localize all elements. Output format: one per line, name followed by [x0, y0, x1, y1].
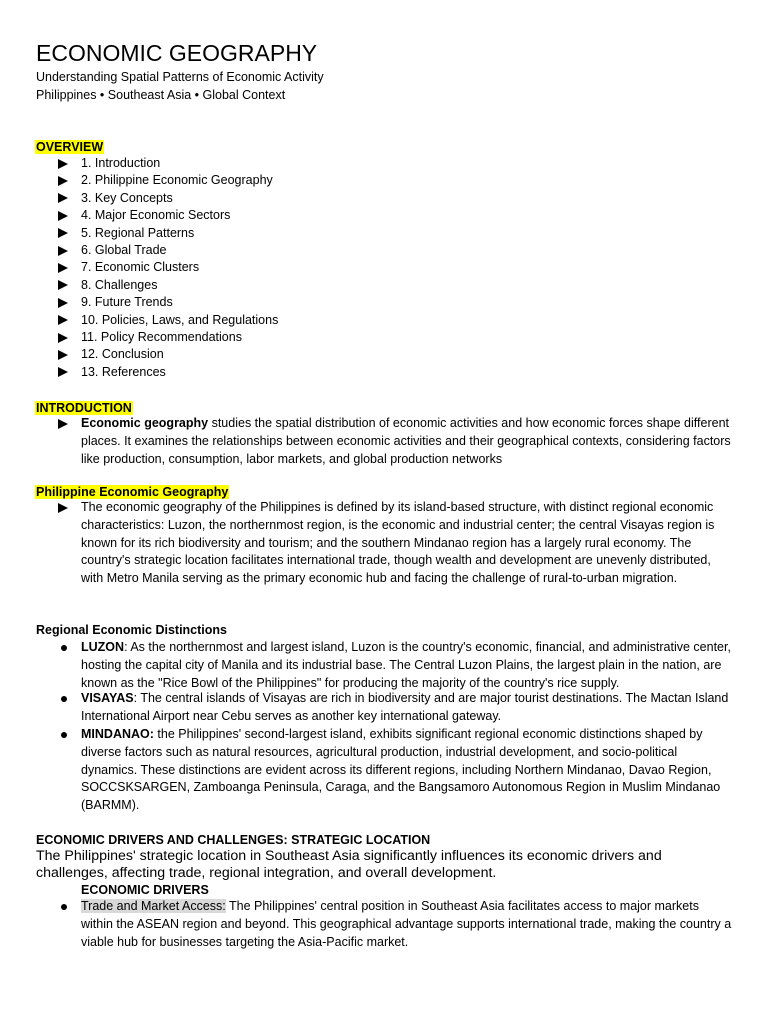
list-item-label: 13. References [81, 364, 166, 379]
introduction-item [58, 415, 738, 468]
triangle-bullet-icon [58, 367, 68, 377]
introduction-heading-text: INTRODUCTION [36, 401, 132, 415]
list-item-label: 4. Major Economic Sectors [81, 208, 231, 223]
regional-heading: Regional Economic Distinctions [36, 623, 227, 637]
drivers-heading: ECONOMIC DRIVERS AND CHALLENGES: STRATEGIC LOCATION [36, 833, 431, 847]
list-item-label: 10. Policies, Laws, and Regulations [81, 312, 279, 327]
triangle-bullet-icon [58, 350, 68, 360]
list-item [58, 190, 278, 207]
list-item-label: 3. Key Concepts [81, 190, 173, 205]
overview-heading [35, 138, 104, 156]
regional-item-text [81, 726, 733, 815]
document-subtitle: Understanding Spatial Patterns of Economic Activity [36, 70, 324, 84]
list-item [58, 312, 278, 329]
drivers-item-term: Trade and Market Access: [81, 899, 226, 913]
list-item [58, 242, 278, 259]
list-item [58, 155, 278, 172]
drivers-subheading: ECONOMIC DRIVERS [81, 883, 209, 897]
triangle-bullet-icon [58, 159, 68, 169]
list-item [58, 277, 278, 294]
introduction-body: studies the spatial distribution of economic activities and how economic forces shape different places. It examines the relationships between economic activities and their geographical contexts, considering factors like production, consumption, labor markets, and global production networks [81, 416, 731, 466]
list-item-label: 11. Policy Recommendations [81, 329, 242, 344]
drivers-item-trade [58, 898, 738, 951]
regional-item-body: : As the northernmost and largest island, Luzon is the country's economic, financial, and administrative center, hosting the capital city of Manila and its industrial base. The Central Luzon Plains, the largest plain in the nation, are known as the "Rice Bowl of the Philippines" for producing the majority of the country's rice supply. [81, 640, 731, 690]
regional-item-visayas [58, 690, 738, 726]
regional-item-body: the Philippines' second-largest island, exhibits significant regional economic distinctions shaped by diverse factors such as natural resources, agricultural production, industrial development, and socio-political dynamics. These distinctions are evident across its different regions, including Northern Mindanao, Davao Region, SOCCSKSARGEN, Zamboanga Peninsula, Caraga, and the Bangsamoro Autonomous Region in Muslim Mindanao (BARMM). [81, 727, 721, 813]
list-item [58, 329, 278, 346]
triangle-bullet-icon [58, 280, 68, 290]
triangle-bullet-icon [58, 333, 68, 343]
drivers-item-text [81, 898, 733, 951]
triangle-bullet-icon [58, 246, 68, 256]
list-item-label: 5. Regional Patterns [81, 225, 195, 240]
list-item-label: 8. Challenges [81, 277, 158, 292]
document-title: ECONOMIC GEOGRAPHY [36, 40, 318, 66]
list-item [58, 259, 278, 276]
list-item-label: 6. Global Trade [81, 242, 167, 257]
introduction-term: Economic geography [81, 416, 209, 430]
regional-item-text [81, 690, 733, 726]
triangle-bullet-icon [58, 298, 68, 308]
triangle-bullet-icon [58, 503, 68, 513]
list-item-label: 9. Future Trends [81, 295, 173, 310]
bullet-dot-icon [61, 904, 67, 910]
phil-geo-heading-text: Philippine Economic Geography [36, 485, 229, 499]
introduction-text [81, 415, 733, 468]
regional-item-mindanao [58, 726, 738, 815]
drivers-intro: The Philippines' strategic location in Southeast Asia significantly influences its economic drivers and challenges, affecting trade, regional integration, and overall development. [36, 848, 662, 881]
triangle-bullet-icon [58, 263, 68, 273]
phil-geo-item [58, 499, 738, 588]
list-item-label: 1. Introduction [81, 156, 161, 170]
list-item [58, 364, 278, 381]
triangle-bullet-icon [58, 176, 68, 186]
bullet-dot-icon [61, 732, 67, 738]
triangle-bullet-icon [58, 419, 68, 429]
document-subtitle-regions: Philippines • Southeast Asia • Global Context [36, 88, 286, 102]
overview-list [58, 155, 278, 381]
bullet-dot-icon [61, 696, 67, 702]
list-item-label: 7. Economic Clusters [81, 260, 200, 275]
list-item-label: 12. Conclusion [81, 347, 164, 362]
regional-item-term: VISAYAS [81, 691, 134, 705]
list-item [58, 207, 278, 224]
list-item [58, 346, 278, 363]
list-item [58, 172, 278, 189]
drivers-item-body: The Philippines' central position in Southeast Asia facilitates access to major markets within the ASEAN region and beyond. This geographical advantage supports international trade, making the country a viable hub for businesses targeting the Asia-Pacific market. [81, 899, 732, 949]
list-item [58, 294, 278, 311]
triangle-bullet-icon [58, 228, 68, 238]
regional-item-term: MINDANAO: [81, 727, 154, 741]
triangle-bullet-icon [58, 193, 68, 203]
list-item-label: 2. Philippine Economic Geography [81, 173, 273, 188]
bullet-dot-icon [61, 645, 67, 651]
triangle-bullet-icon [58, 315, 68, 325]
list-item [58, 225, 278, 242]
phil-geo-text: The economic geography of the Philippines is defined by its island-based structure, with distinct regional economic characteristics: Luzon, the northernmost region, is the economic and industrial center; the central Visayas region is known for its rich biodiversity and tourism; and the southern Mindanao region has a largely rural economy. The country's strategic location facilitates international trade, though wealth and development are unevenly distributed, with Metro Manila serving as the primary economic hub and facing the challenge of rural-to-urban migration. [81, 500, 715, 586]
triangle-bullet-icon [58, 211, 68, 221]
regional-item-body: : The central islands of Visayas are rich in biodiversity and are major tourist destinations. The Mactan Island International Airport near Cebu serves as another key international gateway. [81, 691, 729, 723]
regional-item-term: LUZON [81, 640, 125, 654]
regional-item-luzon [58, 639, 738, 692]
regional-item-text [81, 639, 733, 692]
overview-heading-text: OVERVIEW [36, 140, 104, 154]
